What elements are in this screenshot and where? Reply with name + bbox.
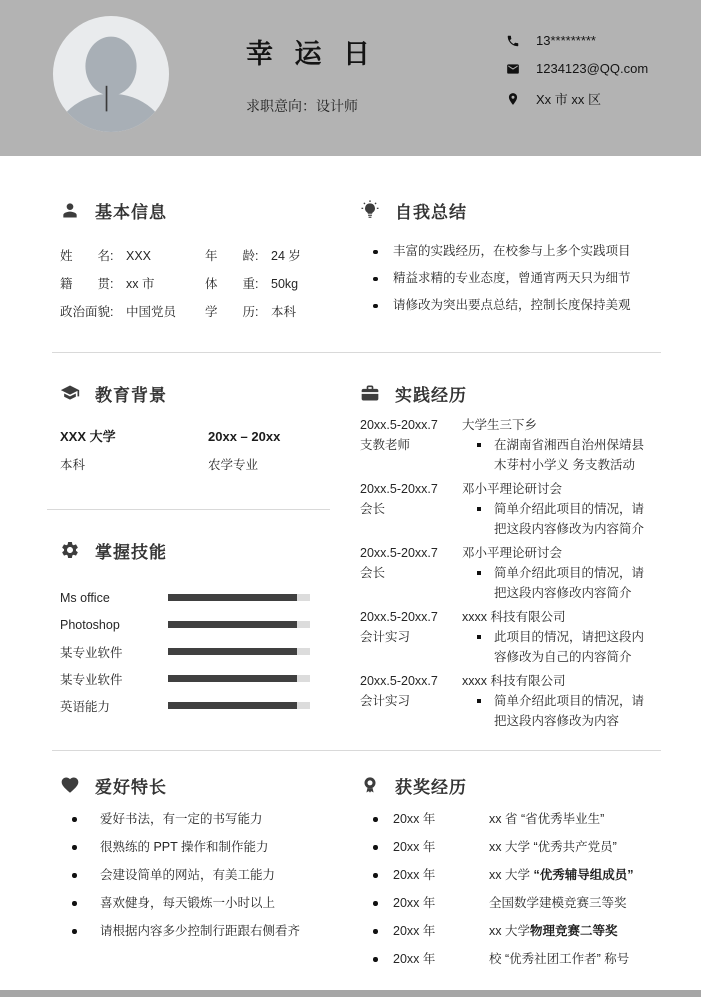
practice-list [360,415,657,731]
skill-bar-track [168,594,310,601]
award-text: xx 大学 “优秀辅导组成员” [489,868,634,882]
practice-org: 大学生三下乡 [462,418,538,432]
award-row: 20xx 年 xx 大学 “优秀辅导组成员” [360,861,657,889]
field-weight: 体 重: 50kg [205,277,299,291]
hobby-bullet: 很熟练的 PPT 操作和制作能力 [60,833,330,861]
field-education-level: 学 历: 本科 [205,305,297,319]
practice-role: 支教老师 [360,438,411,452]
education-school: XXX 大学 [60,429,116,444]
skill-row: Photoshop [60,611,330,638]
square-bullet [477,571,481,575]
contact-email [506,61,648,76]
hobby-bullet: 爱好书法，有一定的书写能力 [60,805,330,833]
skill-row: 英语能力 [60,692,330,719]
bullet-dot [373,845,378,850]
practice-desc: 简单介绍此项目的情况，请把这段内容修改为内容 [462,691,657,731]
practice-period: 20xx.5-20xx.7 [360,546,438,560]
basic-info-fields [60,242,330,326]
skill-row: Ms office [60,584,330,611]
skill-bar-track [168,675,310,682]
square-bullet [477,443,481,447]
award-row: 20xx 年 xx 省 “省优秀毕业生” [360,805,657,833]
bullet-dot [373,817,378,822]
hobby-bullet: 请根据内容多少控制行距跟右侧看齐 [60,917,330,945]
section-title-education: 教育背景 [95,385,167,405]
practice-period: 20xx.5-20xx.7 [360,674,438,688]
skills-list [60,584,330,719]
bullet-dot [373,304,378,309]
bullet-dot [373,957,378,962]
avatar [52,15,170,133]
skill-bar-fill [168,594,297,601]
divider [52,750,661,751]
hobby-list [60,805,330,945]
bullet-dot [373,929,378,934]
skill-bar-fill [168,675,297,682]
education-entry [60,423,330,479]
summary-list [360,238,657,319]
section-education [60,379,330,479]
education-period: 20xx – 20xx [208,429,281,444]
practice-item [360,607,657,667]
hobby-bullet: 会建设简单的网站，有美工能力 [60,861,330,889]
header [0,0,701,156]
briefcase-icon [360,383,380,403]
practice-desc: 在湖南省湘西自治州保靖县木芽村小学义 务支教活动 [462,435,657,475]
field-political-status: 政治面貌: 中国党员 [60,305,177,319]
divider [47,509,330,510]
section-practice [360,379,657,735]
skill-bar-track [168,648,310,655]
contact-email-text: 1234123@QQ.com [536,61,649,76]
row-education-practice [60,379,657,735]
practice-role: 会长 [360,502,386,516]
practice-org: xxxx 科技有限公司 [462,610,566,624]
avatar-placeholder-icon [52,15,170,133]
award-row: 20xx 年 xx 大学 “优秀共产党员” [360,833,657,861]
practice-period: 20xx.5-20xx.7 [360,482,438,496]
award-text: 校 “优秀社团工作者” 称号 [489,952,630,966]
education-major: 农学专业 [208,458,259,472]
bullet-dot [72,873,77,878]
section-hobbies [60,771,330,973]
section-title-basic-info: 基本信息 [95,202,167,222]
field-name: 姓 名: XXX [60,249,152,263]
practice-period: 20xx.5-20xx.7 [360,610,438,624]
footer-bar [0,990,701,997]
divider [52,352,661,353]
award-text: xx 大学 “优秀共产党员” [489,840,617,854]
row-hobbies-awards [60,771,657,973]
section-title-hobbies: 爱好特长 [95,777,167,797]
bullet-dot [373,250,378,255]
skill-bar-fill [168,702,297,709]
summary-bullet: 精益求精的专业态度，曾通宵两天只为细节 [360,265,657,292]
practice-item [360,415,657,475]
contact-location [506,89,648,108]
practice-desc: 此项目的情况，请把这段内容修改为自己的内容简介 [462,627,657,667]
practice-item [360,543,657,603]
summary-bullet: 请修改为突出要点总结，控制长度保持美观 [360,292,657,319]
bullet-dot [373,277,378,282]
square-bullet [477,507,481,511]
section-basic-info [60,196,330,326]
main-content [0,156,701,973]
section-awards [360,771,657,973]
bullet-dot [72,901,77,906]
practice-item [360,479,657,539]
contact-list [506,33,648,108]
practice-role: 会计实习 [360,694,411,708]
row-basic-summary [60,196,657,326]
candidate-name: 幸 运 日 [246,39,378,69]
square-bullet [477,699,481,703]
gear-icon [60,540,80,560]
phone-icon [506,34,520,48]
contact-phone-text: 13********* [536,33,596,48]
section-title-practice: 实践经历 [395,385,467,405]
practice-org: 邓小平理论研讨会 [462,482,563,496]
skill-bar-track [168,621,310,628]
practice-desc: 简单介绍此项目的情况，请把这段内容修改内容简介 [462,563,657,603]
field-age: 年 龄: 24 岁 [205,249,301,263]
job-intention: 求职意向：设计师 [246,98,358,114]
bullet-dot [373,901,378,906]
skill-row: 某专业软件 [60,638,330,665]
award-text: 全国数学建模竞赛三等奖 [489,896,627,910]
location-icon [506,92,520,106]
section-title-self-summary: 自我总结 [395,202,467,222]
bullet-dot [72,817,77,822]
practice-period: 20xx.5-20xx.7 [360,418,438,432]
skill-bar-fill [168,621,297,628]
square-bullet [477,635,481,639]
bullet-dot [373,873,378,878]
skill-bar-fill [168,648,297,655]
medal-icon [360,775,380,795]
section-title-awards: 获奖经历 [395,777,467,797]
person-icon [60,200,80,220]
award-list [360,805,657,973]
hobby-bullet: 喜欢健身，每天锻炼一小时以上 [60,889,330,917]
summary-bullet: 丰富的实践经历，在校参与上多个实践项目 [360,238,657,265]
section-title-skills: 掌握技能 [95,542,167,562]
practice-org: 邓小平理论研讨会 [462,546,563,560]
contact-phone [506,33,648,48]
award-row: 20xx 年 全国数学建模竞赛三等奖 [360,889,657,917]
education-degree: 本科 [60,458,86,472]
skill-bar-track [168,702,310,709]
skill-row: 某专业软件 [60,665,330,692]
award-row: 20xx 年 xx 大学物理竞赛二等奖 [360,917,657,945]
heart-icon [60,775,80,795]
bullet-dot [72,845,77,850]
graduation-cap-icon [60,383,80,403]
award-text: xx 大学物理竞赛二等奖 [489,924,618,938]
practice-role: 会长 [360,566,386,580]
field-hometown: 籍 贯: xx 市 [60,277,155,291]
practice-role: 会计实习 [360,630,411,644]
award-text: xx 省 “省优秀毕业生” [489,812,605,826]
practice-org: xxxx 科技有限公司 [462,674,566,688]
left-column [60,379,330,735]
section-skills [60,536,330,719]
practice-desc: 简单介绍此项目的情况，请把这段内容修改为内容简介 [462,499,657,539]
award-row: 20xx 年 校 “优秀社团工作者” 称号 [360,945,657,973]
contact-location-text: Xx 市 xx 区 [536,92,602,107]
email-icon [506,62,520,76]
section-self-summary [360,196,657,326]
practice-item [360,671,657,731]
bullet-dot [72,929,77,934]
lightbulb-icon [360,200,380,220]
